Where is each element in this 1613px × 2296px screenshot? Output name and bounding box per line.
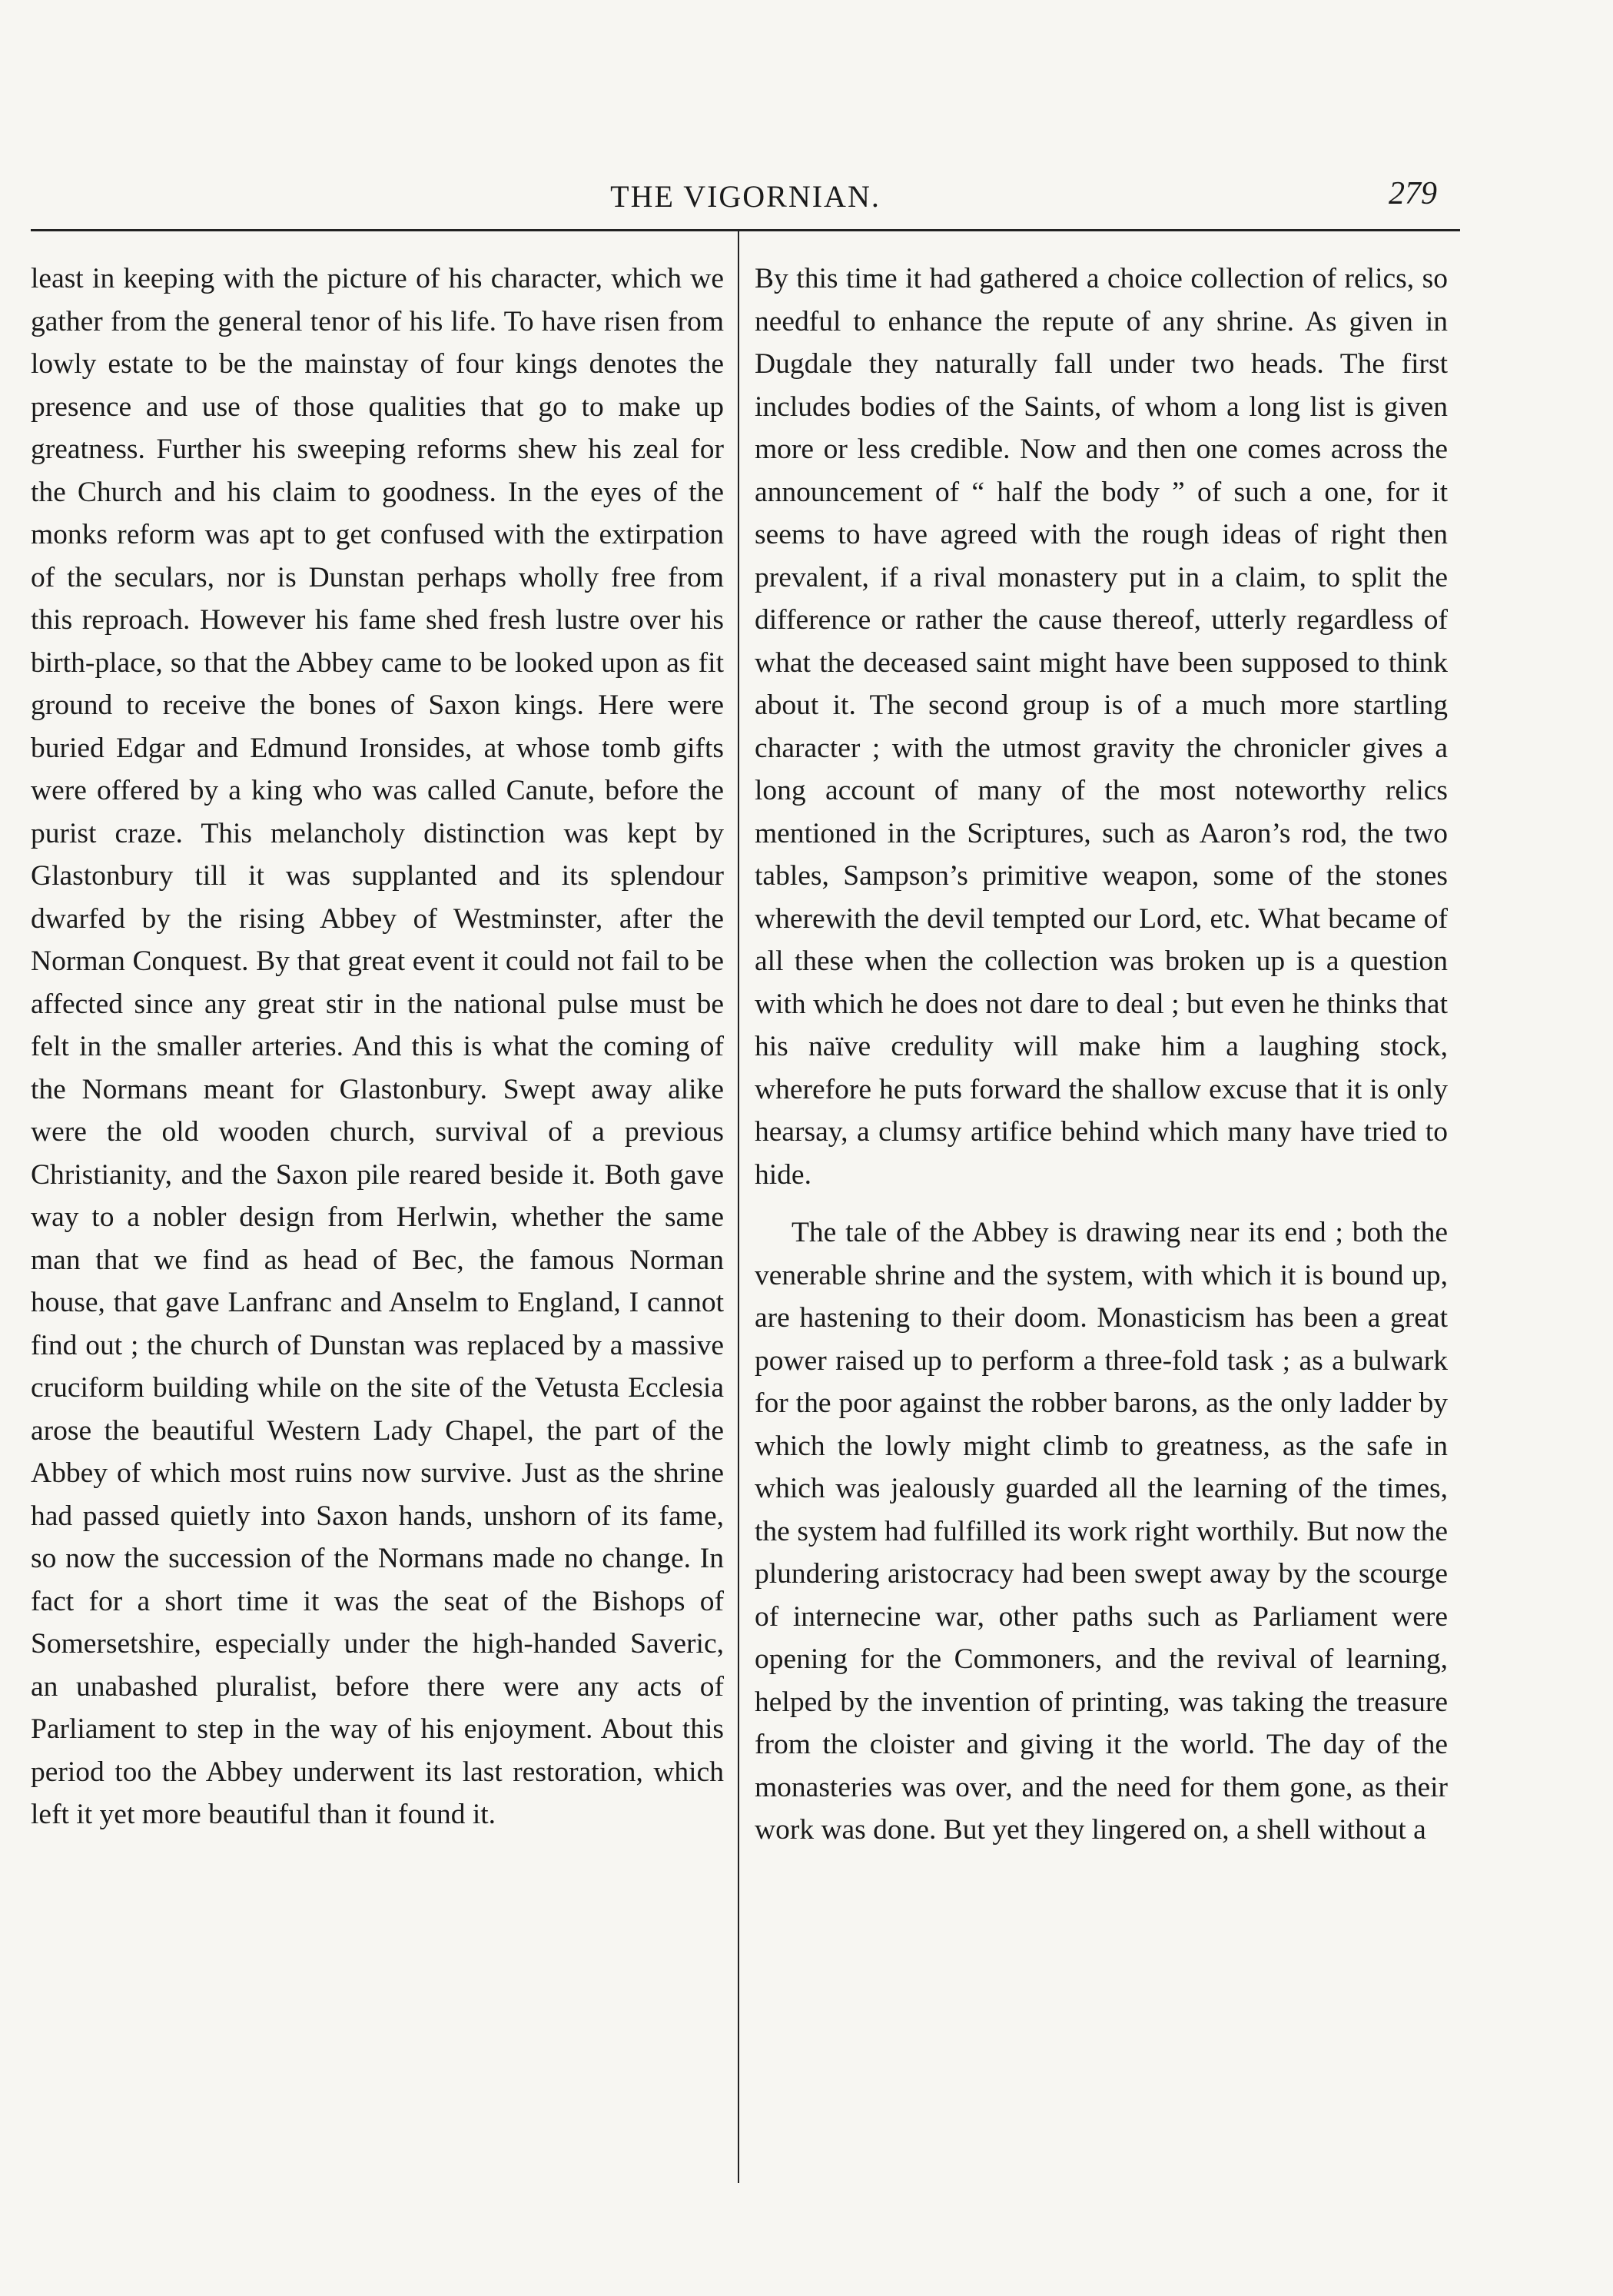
left-column [31, 258, 724, 1836]
right-column [755, 258, 1448, 1852]
page-number: 279 [1389, 176, 1437, 211]
right-paragraph-1: By this time it had gathered a choice collection of relics, so needful to enhance the repute of any shrine. As given in Dugdale they naturally fall under two heads. The first includes bodies of the Saints, of whom a long list is given more or less credible. Now and then one comes across the announcement of “ half the body ” of such a one, for it seems to have agreed with the rough ideas of right then prevalent, if a rival monastery put in a claim, to split the difference or rather the cause thereof, utterly regardless of what the deceased saint might have been supposed to think about it. The second group is of a much more startling character ; with the utmost gravity the chronicler gives a long account of many of the most noteworthy relics mentioned in the Scriptures, such as Aaron’s rod, the two tables, Sampson’s primitive weapon, some of the stones wherewith the devil tempted our Lord, etc. What became of all these when the collection was broken up is a question with which he does not dare to deal ; but even he thinks that his naïve credulity will make him a laughing stock, wherefore he puts forward the shallow excuse that it is only hearsay, a clumsy artifice behind which many have tried to hide. [755, 263, 1448, 1191]
right-paragraph-2: The tale of the Abbey is drawing near its end ; both the venerable shrine and the system, with which it is bound up, are hastening to their doom. Monasticism has been a great power raised up to perform a three-fold task ; as a bulwark for the poor against the robber barons, as the only ladder by which the lowly might climb to greatness, as the safe in which was jealously guarded all the learning of the times, the system had fulfilled its work right worthily. But now the plundering aristocracy had been swept away by the scourge of internecine war, other paths such as Parliament were opening for the Commoners, and the revival of learning, helped by the invention of printing, was taking the treasure from the cloister and giving it the world. The day of the monasteries was over, and the need for them gone, as their work was done. But yet they lingered on, a shell without a [755, 1217, 1448, 1846]
left-paragraph-1: least in keeping with the picture of his character, which we gather from the general tenor of his life. To have risen from lowly estate to be the mainstay of four kings denotes the presence and use of those qualities that go to make up greatness. Further his sweeping reforms shew his zeal for the Church and his claim to goodness. In the eyes of the monks reform was apt to get confused with the extirpation of the seculars, nor is Dunstan perhaps wholly free from this reproach. However his fame shed fresh lustre over his birth-place, so that the Abbey came to be looked upon as fit ground to receive the bones of Saxon kings. Here were buried Edgar and Edmund Ironsides, at whose tomb gifts were offered by a king who was called Canute, before the purist craze. This melancholy distinction was kept by Glastonbury till it was supplanted and its splendour dwarfed by the rising Abbey of Westminster, after the Norman Conquest. By that great event it could not fail to be affected since any great stir in the national pulse must be felt in the smaller arteries. And this is what the coming of the Normans meant for Glastonbury. Swept away alike were the old wooden church, survival of a previous Christianity, and the Saxon pile reared beside it. Both gave way to a nobler design from Herlwin, whether the same man that we find as head of Bec, the famous Norman house, that gave Lanfranc and Anselm to England, I cannot find out ; the church of Dunstan was replaced by a massive cruciform building while on the site of the Vetusta Ecclesia arose the beautiful Western Lady Chapel, the part of the Abbey of which most ruins now survive. Just as the shrine had passed quietly into Saxon hands, unshorn of its fame, so now the succession of the Normans made no change. In fact for a short time it was the seat of the Bishops of Somersetshire, especially under the high-handed Saveric, an unabashed pluralist, before there were any acts of Parliament to step in the way of his enjoyment. About this period too the Abbey underwent its last restoration, which left it yet more beautiful than it found it. [31, 263, 724, 1830]
column-divider [738, 231, 739, 2183]
journal-title: THE VIGORNIAN. [610, 179, 881, 214]
running-head [31, 169, 1460, 228]
header-rule [31, 229, 1460, 231]
